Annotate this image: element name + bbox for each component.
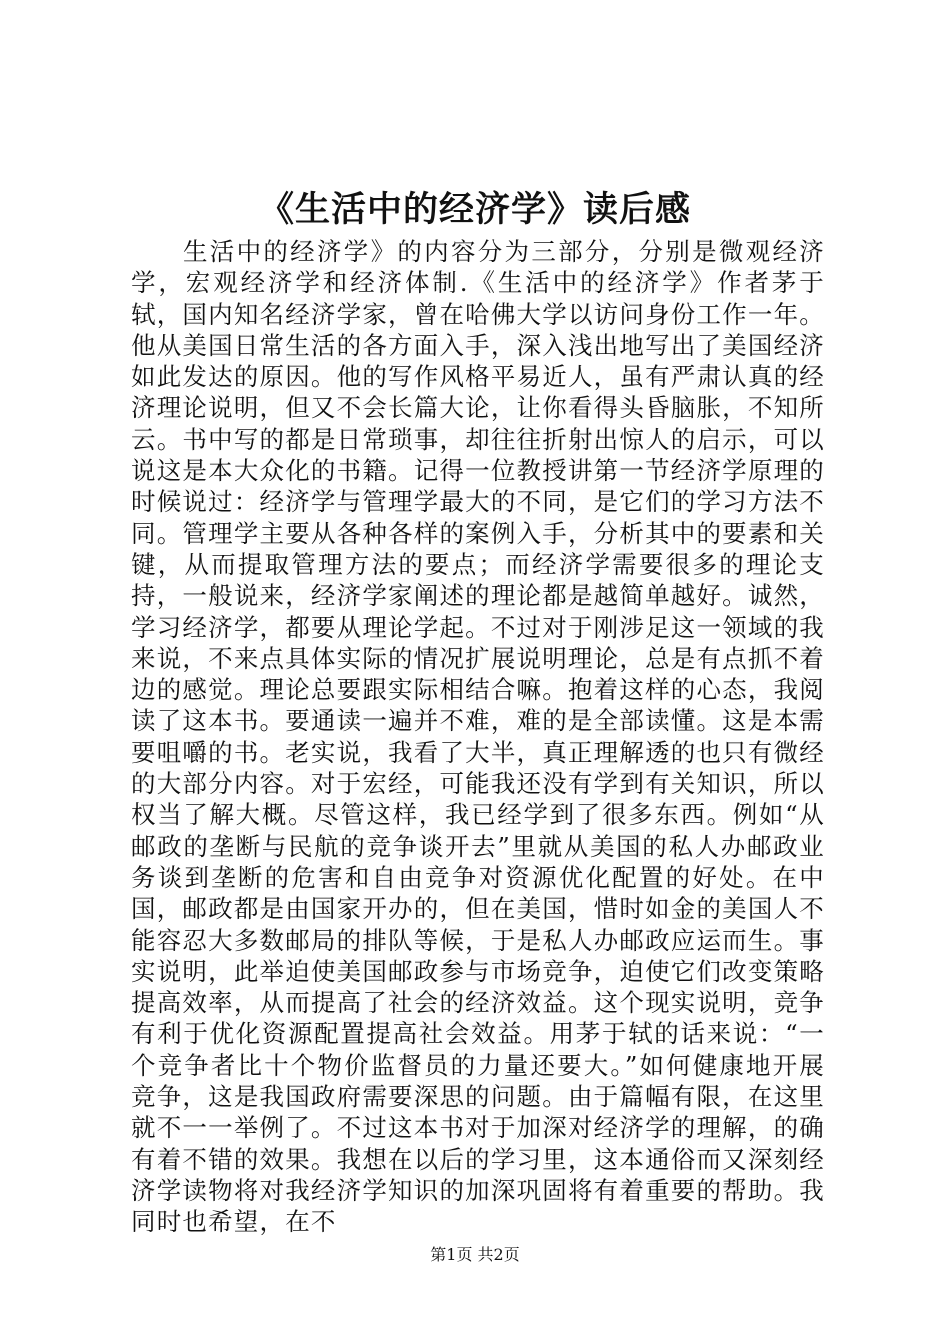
document-title: 《生活中的经济学》读后感 (258, 189, 691, 230)
body-paragraph: 生活中的经济学》的内容分为三部分，分别是微观经济学，宏观经济学和经济体制.《生活中的经济学》作者茅于轼，国内知名经济学家，曾在哈佛大学以访问身份工作一年。他从美国日常生活的各方面入手，深入浅出地写出了美国经济如此发达的原因。他的写作风格平易近人，虽有严肃认真的经济理论说明，但又不会长篇大论，让你看得头昏脑胀，不知所云。书中写的都是日常琐事，却往往折射出惊人的启示，可以说这是本大众化的书籍。记得一位教授讲第一节经济学原理的时候说过：经济学与管理学最大的不同，是它们的学习方法不同。管理学主要从各种各样的案例入手，分析其中的要素和关键，从而提取管理方法的要点；而经济学需要很多的理论支持，一般说来，经济学家阐述的理论都是越简单越好。诚然，学习经济学，都要从理论学起。不过对于刚涉足这一领域的我来说，不来点具体实际的情况扩展说明理论，总是有点抓不着边的感觉。理论总要跟实际相结合嘛。抱着这样的心态，我阅读了这本书。要通读一遍并不难，难的是全部读懂。这是本需要咀嚼的书。老实说，我看了大半，真正理解透的也只有微经的大部分内容。对于宏经，可能我还没有学到有关知识，所以权当了解大概。尽管这样，我已经学到了很多东西。例如“从邮政的垄断与民航的竞争谈开去”里就从美国的私人办邮政业务谈到垄断的危害和自由竞争对资源优化配置的好处。在中国，邮政都是由国家开办的，但在美国，惜时如金的美国人不能容忍大多数邮局的排队等候，于是私人办邮政应运而生。事实说明，此举迫使美国邮政参与市场竞争，迫使它们改变策略提高效率，从而提高了社会的经济效益。这个现实说明，竞争有利于优化资源配置提高社会效益。用茅于轼的话来说：“一个竞争者比十个物价监督员的力量还要大。”如何健康地开展竞争，这是我国政府需要深思的问题。由于篇幅有限，在这里就不一一举例了。不过这本书对于加深对经济学的理解，的确有着不错的效果。我想在以后的学习里，这本通俗而又深刻经济学读物将对我经济学知识的加深巩固将有着重要的帮助。我同时也希望，在不 (131, 237, 825, 1237)
page-number-footer: 第1页 共2页 (430, 1245, 520, 1264)
